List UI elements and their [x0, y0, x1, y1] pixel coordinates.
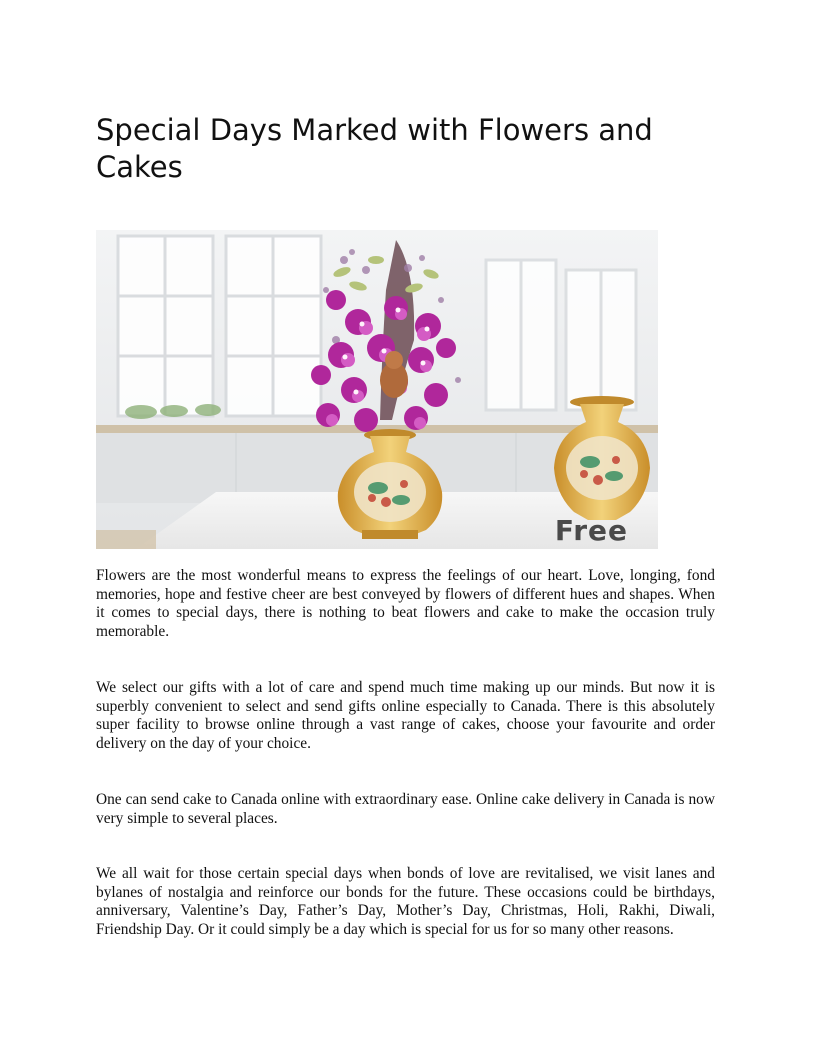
paragraph-1: Flowers are the most wonderful means to express the feelings of our heart. Love, longing, fond memories, hope and festive cheer are best conveyed by flowers of different hues and shapes. When it comes to special days, there is nothing to beat flowers and cake to make the occasion truly memorable.	[96, 567, 715, 640]
orchid-vase-illustration	[96, 230, 658, 549]
paragraph-2: We select our gifts with a lot of care and spend much time making up our minds. But now it is superbly convenient to select and send gifts online especially to Canada. There is this absolutely super facility to browse online through a vast range of cakes, choose your favourite and order delivery on the day of your choice.	[96, 679, 715, 752]
product-image	[96, 230, 658, 549]
free-overlay-label: Free	[554, 514, 628, 547]
paragraph-3: One can send cake to Canada online with extraordinary ease. Online cake delivery in Canada is now very simple to several places.	[96, 791, 715, 827]
page-title: Special Days Marked with Flowers and Cakes	[96, 113, 653, 184]
paragraph-4: We all wait for those certain special days when bonds of love are revitalised, we visit lanes and bylanes of nostalgia and reinforce our bonds for the future. These occasions could be birthdays, anniversary, Valentine’s Day, Father’s Day, Mother’s Day, Christmas, Holi, Rakhi, Diwali, Friendship Day. Or it could simply be a day which is special for us for so many other reasons.	[96, 865, 715, 938]
